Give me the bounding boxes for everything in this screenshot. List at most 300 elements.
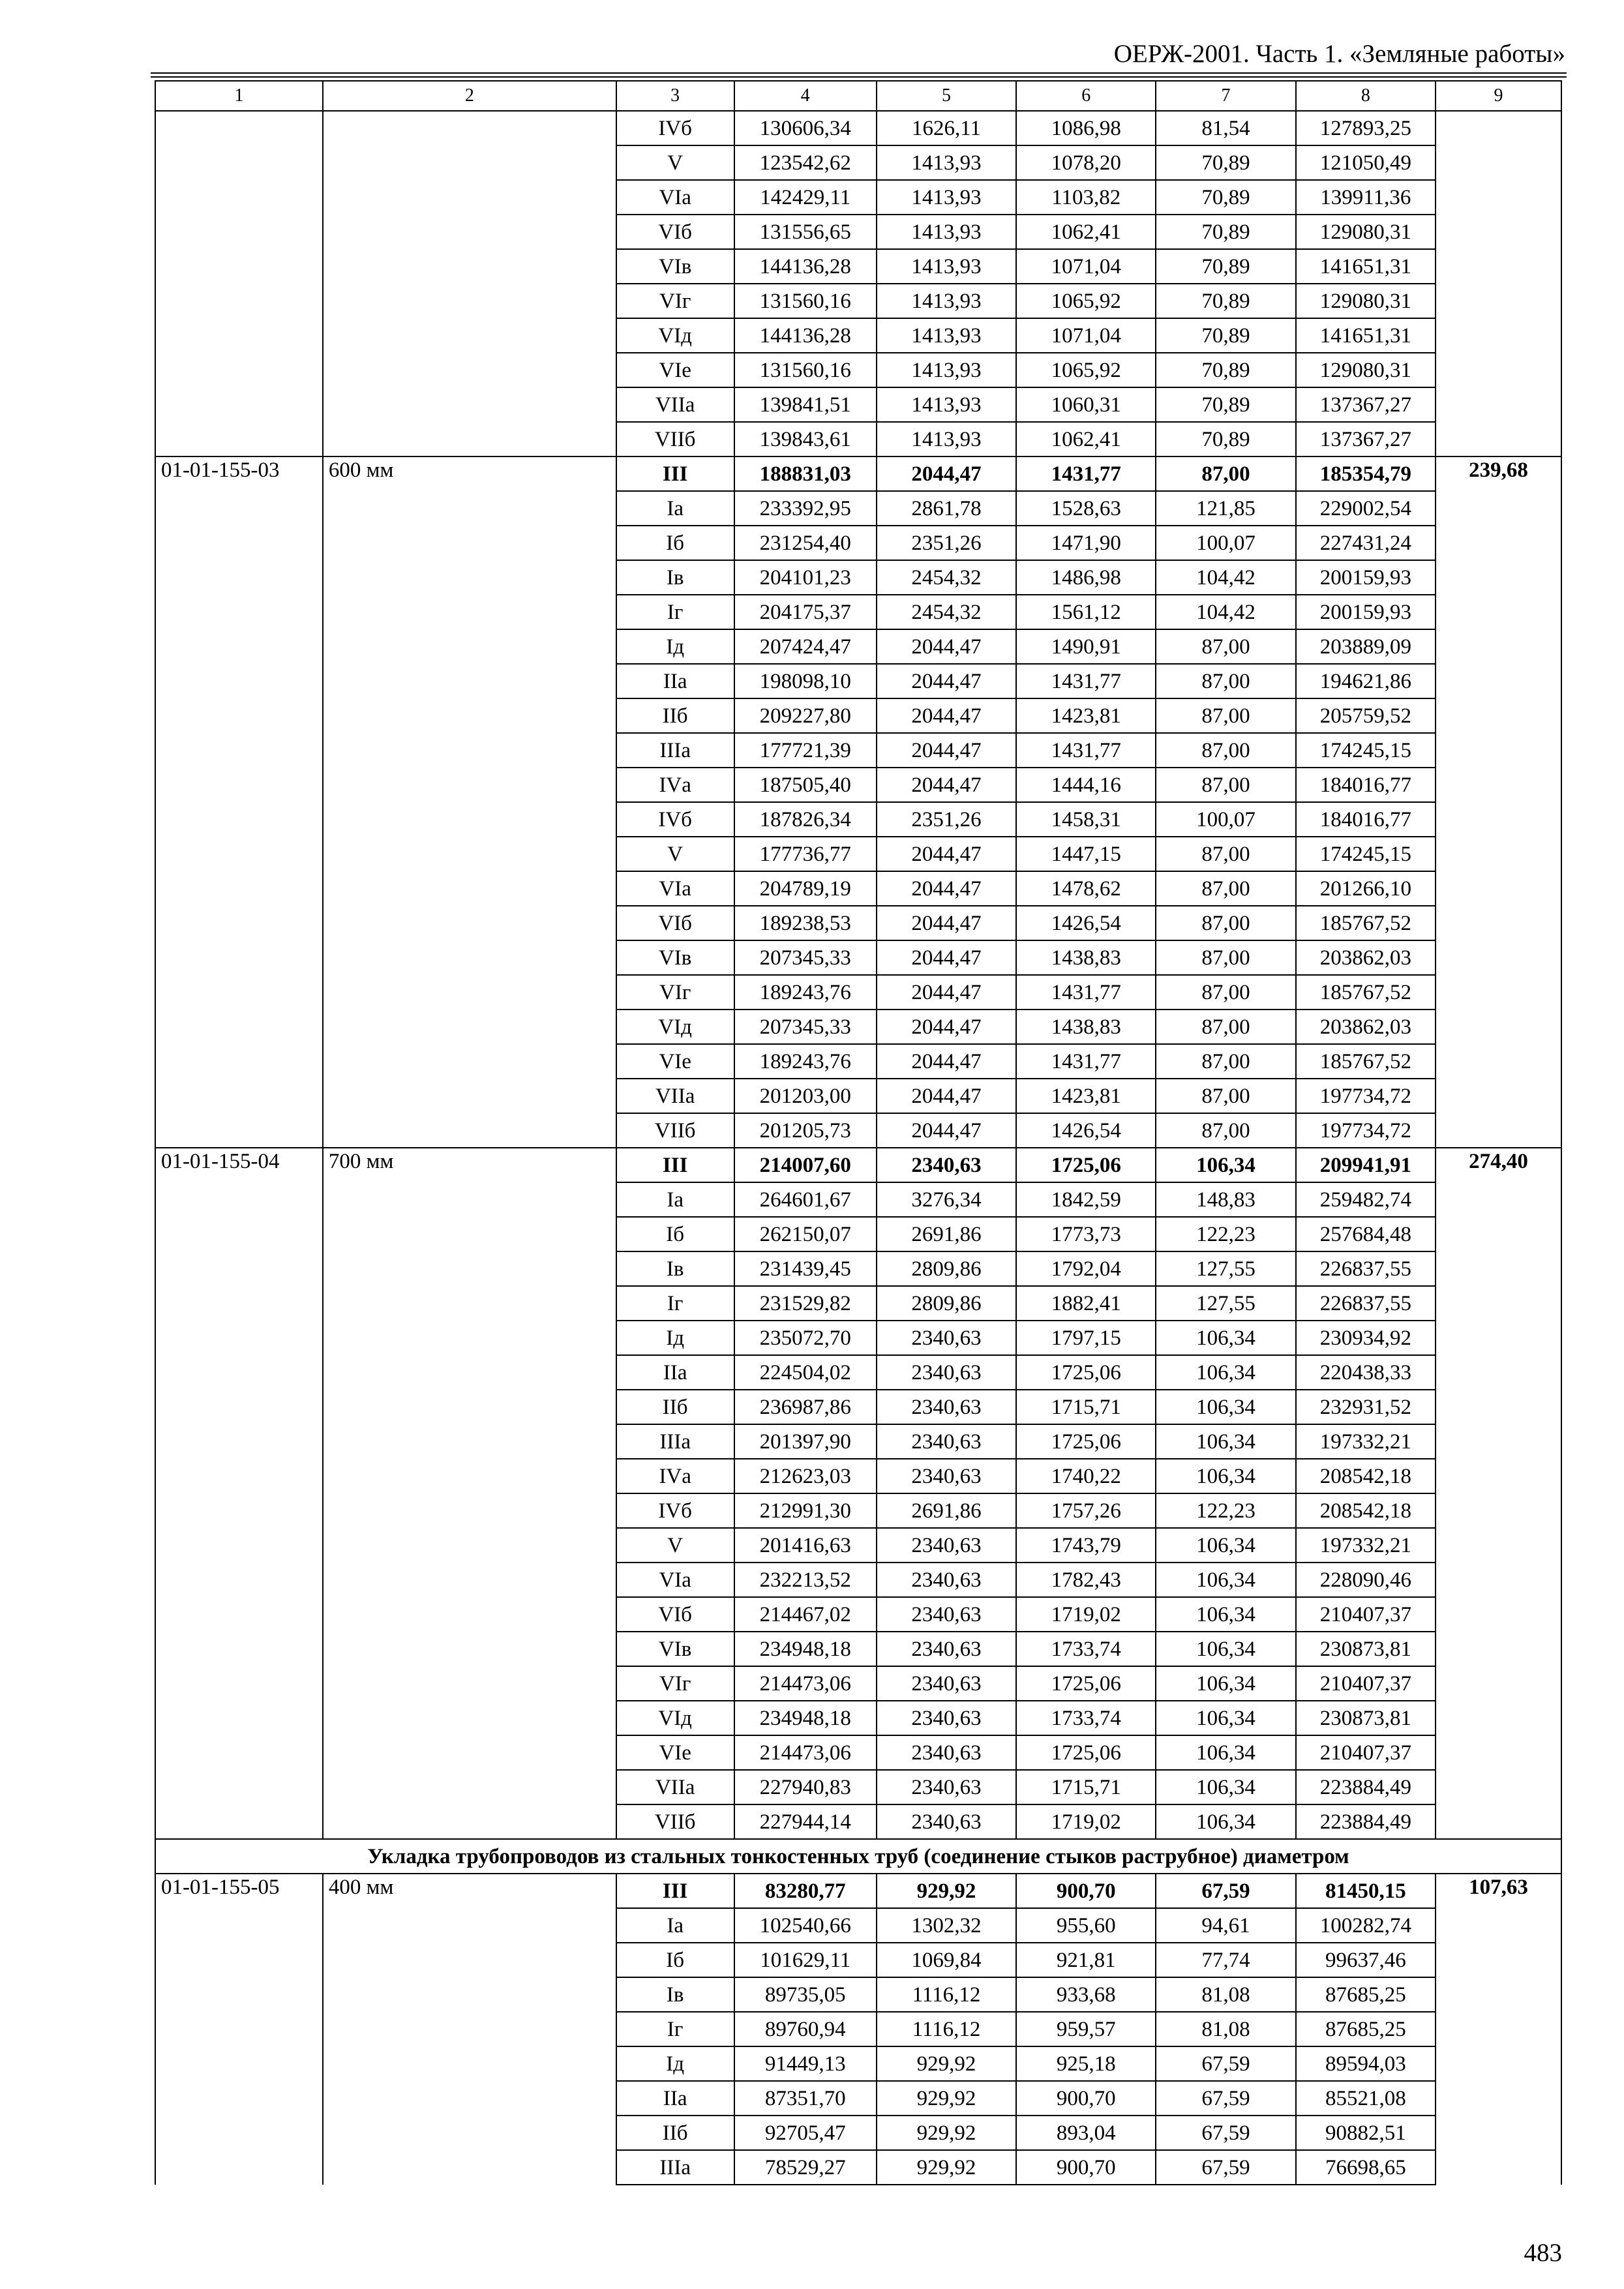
value-cell: 187505,40 <box>734 768 877 802</box>
value-cell: 929,92 <box>877 2081 1016 2116</box>
header-rule-double <box>151 76 1567 78</box>
zone-cell: IIб <box>616 2116 734 2150</box>
value-cell: 229002,54 <box>1296 491 1436 526</box>
value-cell: 227940,83 <box>734 1770 877 1804</box>
value-cell: 1413,93 <box>877 180 1016 215</box>
value-cell: 2454,32 <box>877 560 1016 595</box>
value-cell: 1471,90 <box>1016 526 1156 560</box>
pipe-diameter-cell: 400 мм <box>323 1874 616 2185</box>
value-cell: 925,18 <box>1016 2046 1156 2081</box>
value-cell: 214473,06 <box>734 1666 877 1701</box>
value-cell: 2691,86 <box>877 1217 1016 1251</box>
value-cell: 1413,93 <box>877 249 1016 284</box>
zone-cell: VIIб <box>616 1804 734 1839</box>
zone-cell: VIв <box>616 940 734 975</box>
zone-cell: VIа <box>616 871 734 906</box>
column-header: 4 <box>734 81 877 111</box>
value-cell: 232213,52 <box>734 1563 877 1597</box>
value-cell: 1423,81 <box>1016 1079 1156 1113</box>
value-cell: 137367,27 <box>1296 422 1436 456</box>
zone-cell: Iг <box>616 595 734 629</box>
value-cell: 148,83 <box>1156 1182 1295 1217</box>
value-cell: 70,89 <box>1156 387 1295 422</box>
value-cell: 1444,16 <box>1016 768 1156 802</box>
value-cell: 123542,62 <box>734 145 877 180</box>
value-cell: 87,00 <box>1156 1010 1295 1044</box>
labor-cost-cell: 274,40 <box>1436 1148 1561 1839</box>
value-cell: 212623,03 <box>734 1459 877 1493</box>
value-cell: 106,34 <box>1156 1701 1295 1735</box>
value-cell: 87,00 <box>1156 456 1295 491</box>
zone-cell: VIIа <box>616 387 734 422</box>
table-row <box>155 1874 1561 1908</box>
table-row <box>155 111 1561 145</box>
value-cell: 87,00 <box>1156 698 1295 733</box>
value-cell: 142429,11 <box>734 180 877 215</box>
value-cell: 89594,03 <box>1296 2046 1436 2081</box>
value-cell: 2340,63 <box>877 1804 1016 1839</box>
value-cell: 1797,15 <box>1016 1321 1156 1355</box>
value-cell: 198098,10 <box>734 664 877 698</box>
value-cell: 139841,51 <box>734 387 877 422</box>
value-cell: 122,23 <box>1156 1493 1295 1528</box>
zone-cell: IVб <box>616 1493 734 1528</box>
column-header: 6 <box>1016 81 1156 111</box>
labor-cost-cell: 239,68 <box>1436 456 1561 1148</box>
value-cell: 1071,04 <box>1016 318 1156 353</box>
zone-cell: Iа <box>616 491 734 526</box>
value-cell: 2340,63 <box>877 1701 1016 1735</box>
value-cell: 1060,31 <box>1016 387 1156 422</box>
value-cell: 185767,52 <box>1296 906 1436 940</box>
zone-cell: Iв <box>616 1977 734 2012</box>
value-cell: 2351,26 <box>877 802 1016 837</box>
column-header: 8 <box>1296 81 1436 111</box>
header-rule <box>151 72 1567 74</box>
value-cell: 1078,20 <box>1016 145 1156 180</box>
zone-cell: VIIа <box>616 1079 734 1113</box>
value-cell: 2044,47 <box>877 698 1016 733</box>
rate-code-cell: 01-01-155-05 <box>155 1874 323 2185</box>
value-cell: 1431,77 <box>1016 733 1156 768</box>
value-cell: 2044,47 <box>877 1044 1016 1079</box>
value-cell: 210407,37 <box>1296 1597 1436 1632</box>
value-cell: 185767,52 <box>1296 1044 1436 1079</box>
value-cell: 129080,31 <box>1296 353 1436 387</box>
zone-cell: V <box>616 1528 734 1563</box>
value-cell: 200159,93 <box>1296 595 1436 629</box>
rate-code-cell: 01-01-155-03 <box>155 456 323 1148</box>
value-cell: 1438,83 <box>1016 940 1156 975</box>
value-cell: 2340,63 <box>877 1459 1016 1493</box>
value-cell: 87685,25 <box>1296 2012 1436 2046</box>
value-cell: 70,89 <box>1156 215 1295 249</box>
value-cell: 2340,63 <box>877 1666 1016 1701</box>
value-cell: 929,92 <box>877 2150 1016 2185</box>
column-header: 3 <box>616 81 734 111</box>
zone-cell: VIб <box>616 906 734 940</box>
value-cell: 214473,06 <box>734 1735 877 1770</box>
value-cell: 194621,86 <box>1296 664 1436 698</box>
value-cell: 1725,06 <box>1016 1735 1156 1770</box>
value-cell: 2454,32 <box>877 595 1016 629</box>
value-cell: 1561,12 <box>1016 595 1156 629</box>
value-cell: 122,23 <box>1156 1217 1295 1251</box>
value-cell: 2340,63 <box>877 1770 1016 1804</box>
value-cell: 1773,73 <box>1016 1217 1156 1251</box>
value-cell: 106,34 <box>1156 1666 1295 1701</box>
value-cell: 1431,77 <box>1016 1044 1156 1079</box>
zone-cell: VIд <box>616 1010 734 1044</box>
column-header-row <box>155 81 1561 111</box>
value-cell: 893,04 <box>1016 2116 1156 2150</box>
value-cell: 1065,92 <box>1016 284 1156 318</box>
zone-cell: VIв <box>616 1632 734 1666</box>
value-cell: 87,00 <box>1156 629 1295 664</box>
value-cell: 189238,53 <box>734 906 877 940</box>
zone-cell: Iд <box>616 629 734 664</box>
value-cell: 1719,02 <box>1016 1597 1156 1632</box>
value-cell: 203889,09 <box>1296 629 1436 664</box>
zone-cell: VIе <box>616 1044 734 1079</box>
value-cell: 3276,34 <box>877 1182 1016 1217</box>
value-cell: 1065,92 <box>1016 353 1156 387</box>
value-cell: 106,34 <box>1156 1735 1295 1770</box>
value-cell: 1842,59 <box>1016 1182 1156 1217</box>
value-cell: 2340,63 <box>877 1424 1016 1459</box>
zone-cell: Iв <box>616 560 734 595</box>
value-cell: 197734,72 <box>1296 1113 1436 1148</box>
value-cell: 1116,12 <box>877 2012 1016 2046</box>
labor-cost-cell <box>1436 111 1561 456</box>
value-cell: 104,42 <box>1156 560 1295 595</box>
zone-cell: VIв <box>616 249 734 284</box>
value-cell: 1740,22 <box>1016 1459 1156 1493</box>
value-cell: 1743,79 <box>1016 1528 1156 1563</box>
value-cell: 259482,74 <box>1296 1182 1436 1217</box>
value-cell: 233392,95 <box>734 491 877 526</box>
value-cell: 227431,24 <box>1296 526 1436 560</box>
value-cell: 929,92 <box>877 1874 1016 1908</box>
value-cell: 1782,43 <box>1016 1563 1156 1597</box>
value-cell: 1103,82 <box>1016 180 1156 215</box>
value-cell: 1431,77 <box>1016 975 1156 1010</box>
value-cell: 2044,47 <box>877 768 1016 802</box>
value-cell: 1478,62 <box>1016 871 1156 906</box>
value-cell: 85521,08 <box>1296 2081 1436 2116</box>
value-cell: 174245,15 <box>1296 837 1436 871</box>
column-header: 9 <box>1436 81 1561 111</box>
value-cell: 1725,06 <box>1016 1148 1156 1182</box>
value-cell: 223884,49 <box>1296 1804 1436 1839</box>
value-cell: 1423,81 <box>1016 698 1156 733</box>
value-cell: 1528,63 <box>1016 491 1156 526</box>
value-cell: 67,59 <box>1156 2150 1295 2185</box>
value-cell: 87,00 <box>1156 733 1295 768</box>
value-cell: 226837,55 <box>1296 1286 1436 1321</box>
zone-cell: III <box>616 1874 734 1908</box>
value-cell: 214467,02 <box>734 1597 877 1632</box>
value-cell: 900,70 <box>1016 2150 1156 2185</box>
value-cell: 70,89 <box>1156 145 1295 180</box>
rates-table-body <box>155 81 1561 2185</box>
value-cell: 144136,28 <box>734 318 877 353</box>
value-cell: 106,34 <box>1156 1563 1295 1597</box>
zone-cell: VIе <box>616 353 734 387</box>
column-header: 2 <box>323 81 616 111</box>
value-cell: 2340,63 <box>877 1355 1016 1390</box>
value-cell: 67,59 <box>1156 2116 1295 2150</box>
zone-cell: VIб <box>616 1597 734 1632</box>
value-cell: 257684,48 <box>1296 1217 1436 1251</box>
value-cell: 189243,76 <box>734 975 877 1010</box>
value-cell: 185767,52 <box>1296 975 1436 1010</box>
value-cell: 223884,49 <box>1296 1770 1436 1804</box>
value-cell: 1486,98 <box>1016 560 1156 595</box>
value-cell: 1438,83 <box>1016 1010 1156 1044</box>
zone-cell: Iг <box>616 1286 734 1321</box>
value-cell: 200159,93 <box>1296 560 1436 595</box>
value-cell: 2340,63 <box>877 1528 1016 1563</box>
value-cell: 231529,82 <box>734 1286 877 1321</box>
value-cell: 1447,15 <box>1016 837 1156 871</box>
value-cell: 100,07 <box>1156 526 1295 560</box>
value-cell: 205759,52 <box>1296 698 1436 733</box>
value-cell: 121,85 <box>1156 491 1295 526</box>
value-cell: 201205,73 <box>734 1113 877 1148</box>
value-cell: 127,55 <box>1156 1251 1295 1286</box>
value-cell: 2044,47 <box>877 940 1016 975</box>
column-header: 1 <box>155 81 323 111</box>
zone-cell: VIе <box>616 1735 734 1770</box>
value-cell: 235072,70 <box>734 1321 877 1355</box>
value-cell: 209227,80 <box>734 698 877 733</box>
pipe-diameter-cell: 700 мм <box>323 1148 616 1839</box>
value-cell: 197332,21 <box>1296 1528 1436 1563</box>
value-cell: 1302,32 <box>877 1908 1016 1943</box>
value-cell: 127,55 <box>1156 1286 1295 1321</box>
value-cell: 141651,31 <box>1296 318 1436 353</box>
value-cell: 204101,23 <box>734 560 877 595</box>
value-cell: 1062,41 <box>1016 215 1156 249</box>
value-cell: 106,34 <box>1156 1459 1295 1493</box>
value-cell: 227944,14 <box>734 1804 877 1839</box>
value-cell: 201266,10 <box>1296 871 1436 906</box>
value-cell: 177736,77 <box>734 837 877 871</box>
value-cell: 81450,15 <box>1296 1874 1436 1908</box>
value-cell: 1490,91 <box>1016 629 1156 664</box>
value-cell: 197734,72 <box>1296 1079 1436 1113</box>
value-cell: 224504,02 <box>734 1355 877 1390</box>
value-cell: 1431,77 <box>1016 456 1156 491</box>
zone-cell: VIIб <box>616 422 734 456</box>
value-cell: 959,57 <box>1016 2012 1156 2046</box>
rates-table <box>155 80 1562 2185</box>
zone-cell: VIа <box>616 180 734 215</box>
value-cell: 204789,19 <box>734 871 877 906</box>
zone-cell: Iб <box>616 1943 734 1977</box>
value-cell: 201203,00 <box>734 1079 877 1113</box>
value-cell: 1426,54 <box>1016 1113 1156 1148</box>
zone-cell: III <box>616 456 734 491</box>
value-cell: 209941,91 <box>1296 1148 1436 1182</box>
value-cell: 99637,46 <box>1296 1943 1436 1977</box>
zone-cell: Iд <box>616 2046 734 2081</box>
value-cell: 139843,61 <box>734 422 877 456</box>
rate-code-cell <box>155 111 323 456</box>
value-cell: 185354,79 <box>1296 456 1436 491</box>
zone-cell: Iв <box>616 1251 734 1286</box>
zone-cell: III <box>616 1148 734 1182</box>
value-cell: 184016,77 <box>1296 802 1436 837</box>
value-cell: 220438,33 <box>1296 1355 1436 1390</box>
value-cell: 106,34 <box>1156 1390 1295 1424</box>
value-cell: 1725,06 <box>1016 1666 1156 1701</box>
value-cell: 2809,86 <box>877 1251 1016 1286</box>
value-cell: 231254,40 <box>734 526 877 560</box>
value-cell: 2340,63 <box>877 1321 1016 1355</box>
value-cell: 212991,30 <box>734 1493 877 1528</box>
value-cell: 87,00 <box>1156 940 1295 975</box>
page-number: 483 <box>1524 2239 1562 2267</box>
value-cell: 900,70 <box>1016 2081 1156 2116</box>
value-cell: 2861,78 <box>877 491 1016 526</box>
value-cell: 90882,51 <box>1296 2116 1436 2150</box>
zone-cell: IIIа <box>616 733 734 768</box>
value-cell: 230934,92 <box>1296 1321 1436 1355</box>
value-cell: 1426,54 <box>1016 906 1156 940</box>
value-cell: 89760,94 <box>734 2012 877 2046</box>
value-cell: 2340,63 <box>877 1597 1016 1632</box>
value-cell: 2044,47 <box>877 871 1016 906</box>
section-title: Укладка трубопроводов из стальных тонкостенных труб (соединение стыков раструбное) диаметром <box>155 1839 1561 1874</box>
value-cell: 87,00 <box>1156 664 1295 698</box>
value-cell: 1413,93 <box>877 422 1016 456</box>
value-cell: 2044,47 <box>877 1113 1016 1148</box>
value-cell: 127893,25 <box>1296 111 1436 145</box>
zone-cell: IIIа <box>616 2150 734 2185</box>
value-cell: 129080,31 <box>1296 284 1436 318</box>
value-cell: 174245,15 <box>1296 733 1436 768</box>
value-cell: 106,34 <box>1156 1148 1295 1182</box>
value-cell: 2351,26 <box>877 526 1016 560</box>
zone-cell: Iб <box>616 1217 734 1251</box>
zone-cell: V <box>616 837 734 871</box>
value-cell: 83280,77 <box>734 1874 877 1908</box>
value-cell: 236987,86 <box>734 1390 877 1424</box>
zone-cell: IVб <box>616 111 734 145</box>
value-cell: 100282,74 <box>1296 1908 1436 1943</box>
value-cell: 100,07 <box>1156 802 1295 837</box>
value-cell: 139911,36 <box>1296 180 1436 215</box>
pipe-diameter-cell <box>323 111 616 456</box>
value-cell: 1069,84 <box>877 1943 1016 1977</box>
zone-cell: Iд <box>616 1321 734 1355</box>
value-cell: 77,74 <box>1156 1943 1295 1977</box>
value-cell: 91449,13 <box>734 2046 877 2081</box>
value-cell: 104,42 <box>1156 595 1295 629</box>
value-cell: 131560,16 <box>734 284 877 318</box>
value-cell: 2044,47 <box>877 664 1016 698</box>
value-cell: 70,89 <box>1156 318 1295 353</box>
value-cell: 2044,47 <box>877 975 1016 1010</box>
value-cell: 204175,37 <box>734 595 877 629</box>
value-cell: 2340,63 <box>877 1632 1016 1666</box>
value-cell: 2044,47 <box>877 906 1016 940</box>
value-cell: 87,00 <box>1156 906 1295 940</box>
zone-cell: VIд <box>616 318 734 353</box>
value-cell: 106,34 <box>1156 1355 1295 1390</box>
value-cell: 76698,65 <box>1296 2150 1436 2185</box>
value-cell: 70,89 <box>1156 422 1295 456</box>
value-cell: 121050,49 <box>1296 145 1436 180</box>
value-cell: 102540,66 <box>734 1908 877 1943</box>
value-cell: 1413,93 <box>877 387 1016 422</box>
zone-cell: IVа <box>616 768 734 802</box>
value-cell: 2044,47 <box>877 456 1016 491</box>
value-cell: 144136,28 <box>734 249 877 284</box>
value-cell: 131560,16 <box>734 353 877 387</box>
value-cell: 230873,81 <box>1296 1701 1436 1735</box>
value-cell: 106,34 <box>1156 1597 1295 1632</box>
value-cell: 87,00 <box>1156 1079 1295 1113</box>
table-row <box>155 1148 1561 1182</box>
value-cell: 184016,77 <box>1296 768 1436 802</box>
zone-cell: VIд <box>616 1701 734 1735</box>
value-cell: 1062,41 <box>1016 422 1156 456</box>
value-cell: 1071,04 <box>1016 249 1156 284</box>
value-cell: 130606,34 <box>734 111 877 145</box>
value-cell: 231439,45 <box>734 1251 877 1286</box>
zone-cell: VIа <box>616 1563 734 1597</box>
value-cell: 1413,93 <box>877 353 1016 387</box>
value-cell: 87,00 <box>1156 1044 1295 1079</box>
value-cell: 1733,74 <box>1016 1701 1156 1735</box>
value-cell: 2044,47 <box>877 733 1016 768</box>
column-header: 5 <box>877 81 1016 111</box>
value-cell: 2044,47 <box>877 837 1016 871</box>
value-cell: 106,34 <box>1156 1528 1295 1563</box>
zone-cell: Iг <box>616 2012 734 2046</box>
value-cell: 1626,11 <box>877 111 1016 145</box>
zone-cell: VIг <box>616 1666 734 1701</box>
zone-cell: Iа <box>616 1908 734 1943</box>
value-cell: 2044,47 <box>877 1010 1016 1044</box>
section-title-row <box>155 1839 1561 1874</box>
value-cell: 70,89 <box>1156 180 1295 215</box>
value-cell: 1431,77 <box>1016 664 1156 698</box>
value-cell: 81,08 <box>1156 2012 1295 2046</box>
value-cell: 900,70 <box>1016 1874 1156 1908</box>
value-cell: 1725,06 <box>1016 1424 1156 1459</box>
value-cell: 929,92 <box>877 2046 1016 2081</box>
value-cell: 214007,60 <box>734 1148 877 1182</box>
value-cell: 177721,39 <box>734 733 877 768</box>
value-cell: 210407,37 <box>1296 1666 1436 1701</box>
value-cell: 141651,31 <box>1296 249 1436 284</box>
value-cell: 234948,18 <box>734 1701 877 1735</box>
value-cell: 101629,11 <box>734 1943 877 1977</box>
value-cell: 203862,03 <box>1296 1010 1436 1044</box>
value-cell: 207345,33 <box>734 940 877 975</box>
value-cell: 2691,86 <box>877 1493 1016 1528</box>
value-cell: 89735,05 <box>734 1977 877 2012</box>
zone-cell: IIб <box>616 1390 734 1424</box>
value-cell: 106,34 <box>1156 1804 1295 1839</box>
value-cell: 106,34 <box>1156 1424 1295 1459</box>
column-header: 7 <box>1156 81 1295 111</box>
value-cell: 1733,74 <box>1016 1632 1156 1666</box>
